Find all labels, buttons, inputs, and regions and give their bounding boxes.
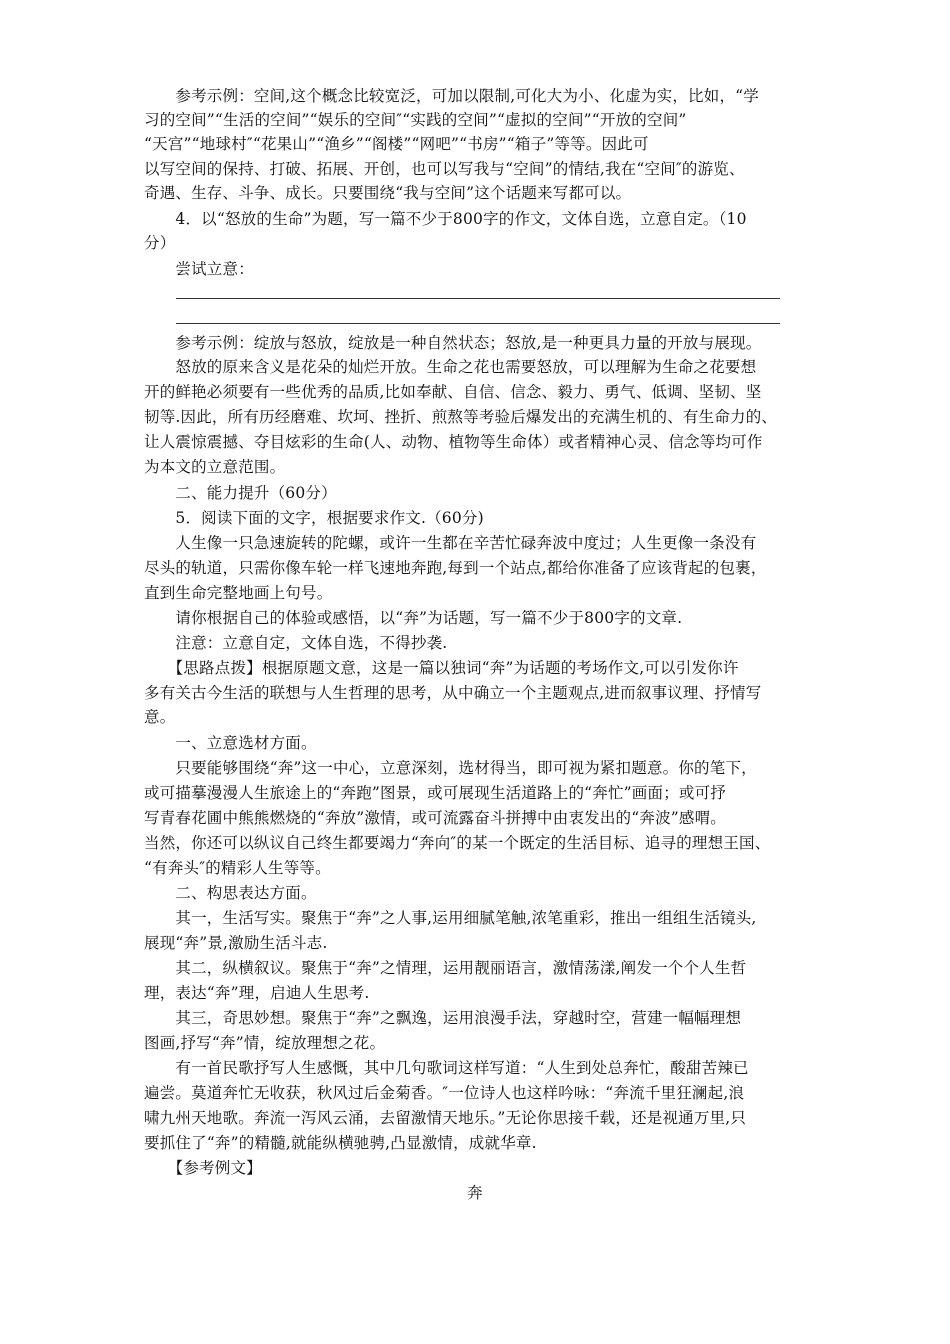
- text-line: 啸九州天地歌。奔流一泻风云涌，去留激情天地乐。”无论你思接千载，还是视通万里,只: [144, 1109, 747, 1127]
- text-line: 只要能够围绕“奔”这一中心，立意深刻，选材得当，即可视为紧扣题意。你的笔下，: [144, 759, 757, 777]
- text-line: 尽头的轨道，只需你像车轮一样飞速地奔跑,每到一个站点,都给你准备了应该背起的包裹，: [144, 559, 767, 577]
- essay-title: 奔: [467, 1184, 483, 1202]
- text-line: 有一首民歌抒写人生感慨，其中几句歌词这样写道：“人生到处总奔忙，酸甜苦辣已: [144, 1059, 749, 1077]
- text-line: 怒放的原来含义是花朵的灿烂开放。生命之花也需要怒放，可以理解为生命之花要想: [144, 358, 757, 376]
- section-heading: 【参考例文】: [144, 1159, 262, 1177]
- text-line: 其二，纵横叙议。聚焦于“奔”之情理，运用靓丽语言，激情荡漾,阐发一个个人生哲: [144, 959, 747, 977]
- text-line: 写青春花圃中熊熊燃烧的“奔放”激情，或可流露奋斗拼搏中由衷发出的“奔波”感喟。: [144, 809, 726, 827]
- text-line: 请你根据自己的体验或感悟，以“奔”为话题，写一篇不少于800字的文章.: [144, 609, 683, 627]
- text-line: 人生像一只急速旋转的陀螺，或许一生都在辛苦忙碌奔波中度过；人生更像一条没有: [144, 534, 757, 552]
- text-line: 分）: [144, 234, 176, 252]
- text-line: 图画,抒写“奔”情，绽放理想之花。: [144, 1034, 386, 1052]
- text-line: 理，表达“奔”理，启迪人生思考.: [144, 984, 370, 1002]
- section-heading: 二、能力提升（60分）: [144, 484, 337, 502]
- text-line: 当然，你还可以纵议自己终生都要竭力“奔向″的某一个既定的生活目标、追寻的理想王国、: [144, 834, 771, 852]
- answer-blank-line: [176, 323, 780, 324]
- text-line: “天宫”“地球村″“花果山”“渔乡”“阁楼”“网吧”“书房”“箱子”等等。因此可: [144, 135, 649, 153]
- text-line: 【思路点拨】根据原题文意，这是一篇以独词“奔”为话题的考场作文,可以引发你许: [144, 659, 739, 677]
- answer-blank-line: [176, 298, 780, 299]
- text-line: 为本文的立意范围。: [144, 458, 286, 476]
- text-line: 参考示例：空间,这个概念比较宽泛，可加以限制,可化大为小、化虚为实，比如，“学: [144, 87, 759, 105]
- text-line: 尝试立意：: [144, 260, 254, 278]
- text-line: 或可描摹漫漫人生旅途上的“奔跑”图景，或可展现生活道路上的“奔忙”画面；或可抒: [144, 784, 726, 802]
- text-line: 直到生命完整地画上句号。: [144, 584, 333, 602]
- text-line: 韧等.因此，所有历经磨难、坎坷、挫折、煎熬等考验后爆发出的充满生机的、有生命力的、: [144, 408, 778, 426]
- text-line: 其一，生活写实。聚焦于“奔”之人事,运用细腻笔触,浓笔重彩，推出一组组生活镜头,: [144, 909, 757, 927]
- text-line: 注意：立意自定，文体自选，不得抄袭.: [144, 634, 448, 652]
- text-line: 遍尝。莫道奔忙无收获，秋风过后金菊香。″一位诗人也这样吟咏：“奔流千里狂澜起,浪: [144, 1084, 745, 1102]
- question-line: 5．阅读下面的文字，根据要求作文.（60分): [144, 509, 484, 527]
- text-line: 意。: [144, 708, 176, 726]
- text-line: 以写空间的保持、打破、拓展、开创，也可以写我与“空间”的情结,我在“空间″的游览、: [144, 160, 745, 178]
- text-line: 奇遇、生存、斗争、成长。只要围绕“我与空间”这个话题来写都可以。: [144, 184, 632, 202]
- text-line: 4．以“怒放的生命”为题，写一篇不少于800字的作文，文体自选，立意自定。（10: [144, 210, 747, 228]
- text-line: 习的空间”“生活的空间”“娱乐的空间″“实践的空间”“虚拟的空间”“开放的空间”: [144, 111, 687, 129]
- text-line: 展现“奔”景,激励生活斗志.: [144, 934, 328, 952]
- text-line: “有奔头″的精彩人生等等。: [144, 859, 331, 877]
- text-line: 多有关古今生活的联想与人生哲理的思考，从中确立一个主题观点,进而叙事议理、抒情写: [144, 684, 762, 702]
- section-heading: 一、立意选材方面。: [144, 734, 317, 752]
- section-heading: 二、构思表达方面。: [144, 884, 317, 902]
- text-line: 要抓住了“奔”的精髓,就能纵横驰骋,凸显激情，成就华章.: [144, 1134, 537, 1152]
- text-line: 让人震惊震撼、夺目炫彩的生命(人、动物、植物等生命体）或者精神心灵、信念等均可作: [144, 433, 763, 451]
- text-line: 其三，奇思妙想。聚焦于“奔”之飘逸，运用浪漫手法，穿越时空，营建一幅幅理想: [144, 1009, 742, 1027]
- text-line: 开的鲜艳必须要有一些优秀的品质,比如奉献、自信、信念、毅力、勇气、低调、坚韧、坚: [144, 383, 762, 401]
- text-line: 参考示例：绽放与怒放，绽放是一种自然状态；怒放,是一种更具力量的开放与展现。: [144, 334, 762, 352]
